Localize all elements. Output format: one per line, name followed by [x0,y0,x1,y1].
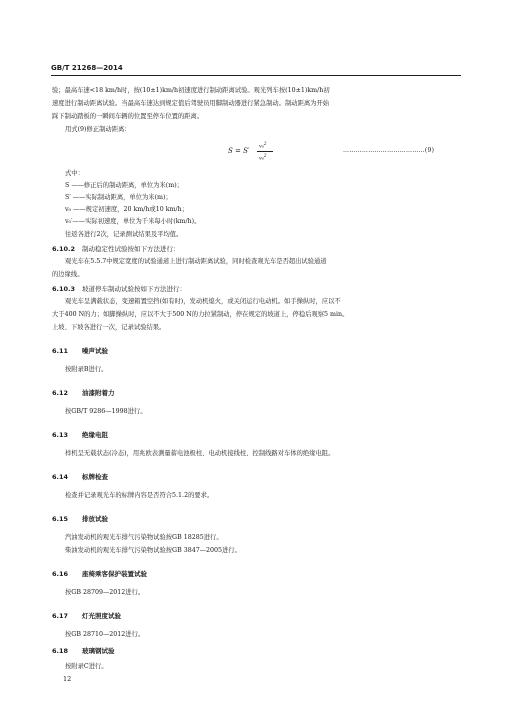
section-body: 样机呈无载状态(冷态)，用兆欧表测量蓄电池极柱、电动机接线柱、控制线路对车体的绝缘电阻。 [65,450,335,457]
standard-number: GB/T 21268—2014 [51,64,123,72]
where-line: v₀ ——规定初速度，20 km/h或10 km/h； [65,206,189,213]
section-heading-6-11: 6.11 噪声试验 [52,347,108,355]
where-line: S′ ——实际制动距离，单位为米(m)； [65,194,172,201]
page-number: 12 [63,675,72,683]
section-body: 按GB/T 9286—1998进行。 [65,408,147,415]
fraction-bar [257,151,273,152]
where-line: 式中： [65,170,84,177]
section-heading-6-10-2: 6.10.2 制动稳定性试验按如下方法进行： [52,245,180,253]
text-line: 大于400 N的力；如脚操纵时，应以不大于500 N的力拉紧制动，停在规定的坡道上，停稳后观察5 min。 [52,311,349,318]
text-line: 验；最高车速<18 km/h时，按(10±1)km/h初速度进行制动距离试验。观光列车按(10±1)km/h初 [52,87,330,94]
where-line: 往返各进行2次，记录测试结果及平均值。 [65,231,183,238]
formula-lhs: S = S′ [228,147,250,155]
text-line: 上坡、下坡各进行一次，记录试验结果。 [52,324,166,331]
text-line: 观光车呈满载状态，变速箱置空挡(如有时)，发动机熄火，或关闭运行电动机。如手操纵时，应以不 [65,298,341,305]
header-rule [51,75,461,76]
section-body: 按GB 28710—2012进行。 [65,631,145,638]
text-line: 的边缘线。 [52,271,84,278]
formula-label: …………………………………(9) [343,147,435,154]
text-line: 用式(9)修正制动距离： [65,126,131,133]
where-line: v₀′——实际初速度，单位为千米每小时(km/h)。 [65,218,201,225]
section-heading-6-18: 6.18 玻璃钢试验 [52,647,115,655]
formula-denominator: v₀$^2$ [259,153,267,162]
text-line: 速度进行制动距离试验。当最高车速达到规定值后驾驶员用脚制动器进行紧急制动。制动距离为开始 [52,100,330,107]
section-heading-6-14: 6.14 标牌检查 [52,473,108,481]
text-line: 踩下制动踏板的一瞬间车辆的位置至停车位置的距离。 [52,113,204,120]
section-body: 按GB 28709—2012进行。 [65,589,145,596]
where-line: S ——修正后的制动距离，单位为米(m)； [65,182,183,189]
section-body: 汽油发动机的观光车排气污染物试验按GB 18285进行。 [65,534,223,541]
section-body: 按附录C进行。 [65,663,108,670]
section-heading-6-16: 6.16 座椅乘客保护装置试验 [52,570,147,578]
formula-numerator: v₀$^2$ [259,141,267,150]
section-heading-6-15: 6.15 排放试验 [52,515,108,523]
section-body: 按附录B进行。 [65,366,108,373]
section-body: 柴油发动机的观光车排气污染物试验按GB 3847—2005进行。 [65,547,241,554]
section-heading-6-12: 6.12 油漆附着力 [52,389,115,397]
section-heading-6-17: 6.17 灯光照度试验 [52,612,121,620]
section-heading-6-10-3: 6.10.3 坡道停车制动试验按如下方法进行： [52,285,186,293]
section-body: 检查并记录观光车的标牌内容是否符合5.1.2的要求。 [65,492,214,499]
text-line: 观光车在5.5.7中规定宽度的试验通道上进行制动距离试验，同时检查观光车是否超出试验通道 [65,258,327,265]
section-heading-6-13: 6.13 绝缘电阻 [52,431,108,439]
